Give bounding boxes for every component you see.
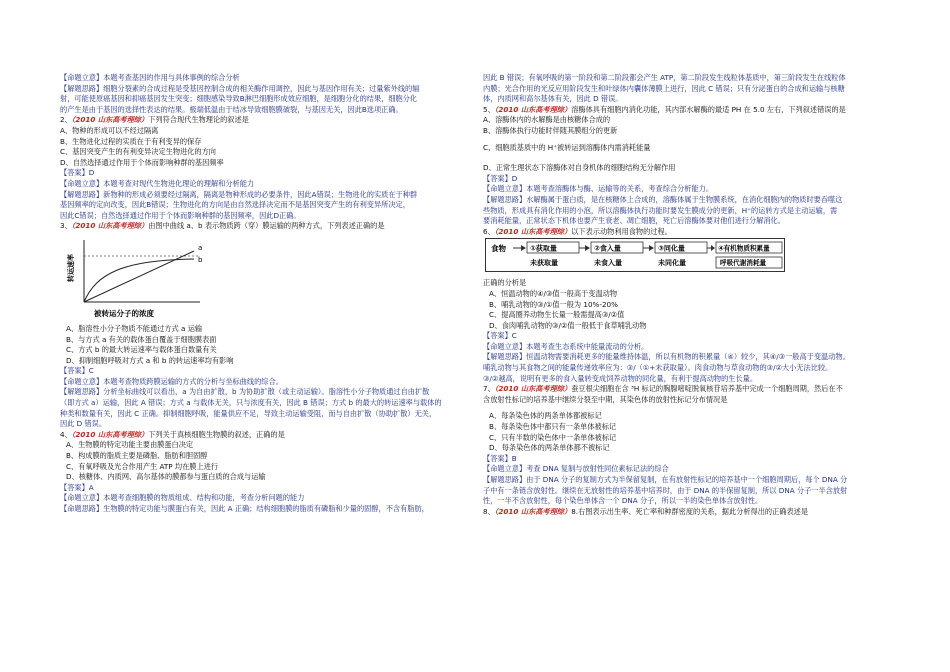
q6-intro: 正确的分析是	[483, 278, 527, 288]
flow-step1-top: ①获取量	[530, 244, 557, 253]
q6-analysis	[483, 352, 895, 384]
q7-stem	[483, 384, 895, 395]
q6-text: 以下表示动物利用食物的过程。	[571, 226, 672, 236]
q4-analysis-line: 内膜；光合作用的光反应用阶段发生和叶绿体内囊体薄膜上进行，因此 C 错误；只有分泌蛋白的合成和运输与核糖	[483, 83, 845, 93]
q5-option-c: C、细胞质基质中的 H⁺被转运到溶酶体内需消耗能量	[483, 142, 651, 152]
q2-analysis-line: 【解题思路】新物种的形成必须要经过隔离，隔离是物种形成的必要条件，因此A错误；生物进化的实质在于种群	[60, 189, 418, 199]
q3-number: 3、	[60, 221, 72, 231]
q3-option-a: A、脂溶性小分子物质不能通过方式 a 运输	[66, 323, 203, 333]
q4-option-c: C、有氧呼吸及光合作用产生 ATP 均在膜上进行	[66, 461, 219, 471]
q4-option-d: D、核糖体、内质网、高尔基体的膜都参与蛋白质的合成与运输	[66, 472, 266, 482]
flow-step4-bottom: 呼吸代谢消耗量	[720, 259, 767, 268]
left-column	[60, 73, 470, 515]
q2-analysis-line: 基因频率的定向改变，因此B错误；生物进化的方向是由自然选择决定而不是基因突变产生的有利变异所决定，	[60, 200, 410, 210]
flow-step4-top: ④有机物质积累量	[718, 244, 770, 253]
flow-step2-top: ②食入量	[594, 244, 621, 253]
q5-option-d: D、正常生理状态下溶酶体对自身机体的细胞结构无分解作用	[483, 163, 676, 173]
q2-option-a: A、物种的形成可以不经过隔离	[60, 125, 159, 135]
q8-source: （2010 山东高考理综）	[494, 506, 572, 516]
q2-basis: 【命题立意】本题考查对现代生物进化理论的理解和分析能力	[60, 178, 255, 188]
q4-text: 下列关于真核细胞生物膜的叙述，正确的是	[148, 429, 285, 439]
q7-analysis	[483, 475, 895, 507]
flow-step3-bottom: 未同化量	[658, 259, 686, 268]
q5-analysis	[483, 195, 895, 227]
q4-option-a: A、生物膜的特定功能主要由膜蛋白决定	[66, 440, 194, 450]
curve-a-label: a	[198, 243, 203, 252]
q2-analysis-line: 因此C错误；自然选择通过作用于个体而影响种群的基因频率，因此D正确。	[60, 210, 301, 220]
q2-text: 下列符合现代生物理论的叙述是	[148, 115, 249, 125]
q7-source: （2010 山东高考理综）	[494, 384, 572, 394]
q6-analysis-line: 【解题思路】恒温动物需要消耗更多的能量维持体温，所以有机物的积累量（④）较少，其④/③一般高于变温动物。	[483, 352, 850, 362]
q5-number: 5、	[483, 104, 495, 114]
q2-option-d: D、自然选择通过作用于个体而影响种群的基因频率	[60, 157, 224, 167]
q8-text: 8.右图表示出生率、死亡率和种群密度的关系，据此分析得出的正确表述是	[571, 506, 809, 516]
q1-analysis-line: 射，可能使原癌基因和抑癌基因发生突变；细胞感染导致B淋巴细胞形成效应细胞，是细胞分化的结果，细胞分化	[60, 94, 418, 104]
q3-text: 由图中曲线 a、b 表示物质跨（穿）膜运输的两种方式，下列表述正确的是	[148, 221, 385, 231]
q5-basis: 【命题立意】本题考查溶酶体与酶、运输等的关系，考查综合分析能力。	[483, 184, 714, 194]
q1-analysis-line: 【解题思路】细胞分裂素的合成过程是受基因控制合成的相关酶作用调控，因此与基因作用有关；过量紫外线的辐	[60, 83, 420, 93]
q4-stem	[60, 430, 470, 441]
q7-text-line: 蚕豆根尖细胞在含 ³H 标记的胸腺嘧啶脱氧核苷培养基中完成一个细胞周期，然后在不	[571, 384, 843, 394]
q5-analysis-line: 【解题思路】水解酶属于蛋白质，是在核糖体上合成的，溶酶体属于生物膜系统，在消化细胞内的物质时要吞噬这	[483, 194, 843, 204]
q3-option-d: D、抑制细胞呼吸对方式 a 和 b 的转运速率均有影响	[66, 355, 234, 365]
q3-source: （2010 山东高考理综）	[71, 221, 149, 231]
q7-analysis-line: 性，一半不含放射性，每个染色单体含一个 DNA 分子，所以一半的染色单体含放射性。	[483, 496, 763, 506]
q7-option-c: C、只有半数的染色体中一条单体被标记	[489, 432, 617, 442]
q2-analysis	[60, 190, 470, 222]
q5-answer: 【答案】D	[483, 173, 518, 183]
q4-analysis-line: 【命题思路】生物膜的特定功能与膜蛋白有关，因此 A 正确；结构细胞膜的脂质有磷脂和少量的固醇，不含有脂肪，	[60, 504, 429, 513]
q7-option-d: D、每条染色体的两条单体都不被标记	[489, 443, 610, 453]
q6-number: 6、	[483, 226, 495, 236]
q3-analysis-line: 【解题思路】分析坐标曲线可以看出，a 为自由扩散，b 为协助扩散（或主动运输）。脂溶性小分子物质通过自由扩散	[60, 387, 430, 397]
q4-number: 4、	[60, 429, 72, 439]
q8-stem	[483, 507, 895, 518]
q3-answer: 【答案】C	[60, 366, 94, 376]
q4-source: （2010 山东高考理综）	[71, 429, 149, 439]
flow-food: 食物	[491, 244, 506, 254]
q3-chart-ylabel: 转运速率	[67, 253, 75, 282]
curve-b	[84, 259, 194, 302]
q1-analysis	[60, 84, 470, 116]
q6-analysis-line: ③/②越高，说明有更多的食入量转变成饲养动物的同化量，有利于提高动物的生长量。	[483, 373, 758, 383]
q3-transport-chart	[62, 234, 212, 320]
q2-source: （2010 山东高考理综）	[71, 115, 149, 125]
q2-option-c: C、基因突变产生的有利变异决定生物进化的方向	[60, 147, 216, 157]
q8-number: 8、	[483, 506, 495, 516]
q7-analysis-line: 【解题思路】由于 DNA 分子的复制方式为半保留复制，在有放射性标记的培养基中一个细胞周期后，每个 DNA 分	[483, 475, 848, 484]
curve-a	[84, 251, 194, 302]
q7-analysis-line: 子中有一条链含放射性。继续在无放射性的培养基中培养时，由于 DNA 的半保留复制，所以 DNA 分子一半含放射	[483, 485, 848, 495]
q5-stem	[483, 105, 895, 116]
q5-analysis-line: 些物质，形成具有消化作用的小泡，所以溶酶体执行功能时要发生膜成分的更新，H⁺的运转方式是主动运输，需	[483, 205, 838, 215]
q7-basis: 【命题立意】考查 DNA 复制与放射性同位素标记法的综合	[483, 464, 669, 474]
q3-analysis-line: 因此 D 错误。	[60, 419, 107, 429]
flow-step1-bottom: 未获取量	[530, 259, 558, 268]
q6-stem	[483, 227, 895, 238]
q3-option-b: B、与方式 a 有关的载体蛋白覆盖于细胞膜表面	[66, 334, 217, 344]
q6-analysis-line: 哺乳动物与其食物之间的能量传递效率应为：③/（①+未获取量）。肉食动物与草食动物的③/②大小无法比较。	[483, 363, 833, 373]
q7-number: 7、	[483, 384, 495, 394]
flow-step3-top: ③同化量	[658, 244, 685, 253]
q1-analysis-line: 的产生是由于基因的选择性表达的结果。极端低温由于结冰导致细胞膜破裂，与基因无关，因此B选项正确。	[60, 104, 403, 114]
q5-analysis-line: 要消耗能量，正常状态下机体也要产生衰老、凋亡细胞，死亡后溶酶体要对他们进行分解消化。	[483, 216, 785, 226]
q5-text: 溶酶体具有细胞内消化功能，其内部水解酶的最适 PH 在 5.0 左右，下列叙述错误的是	[571, 104, 846, 114]
flow-step2-bottom: 未食入量	[594, 259, 622, 268]
q2-answer: 【答案】D	[60, 168, 95, 178]
q6-source: （2010 山东高考理综）	[494, 226, 572, 236]
q3-analysis-line: 种类和数量有关，因此 C 正确。抑制细胞呼吸，能量供应不足，导致主动运输受阻，而与自由扩散（协助扩散）无关，	[60, 408, 437, 418]
q2-stem	[60, 115, 470, 126]
q5-option-b: B、溶酶体执行功能时伴随其膜组分的更新	[483, 125, 618, 135]
q6-answer: 【答案】C	[483, 331, 517, 341]
q5-source: （2010 山东高考理综）	[494, 104, 572, 114]
q3-analysis	[60, 387, 470, 429]
q3-analysis-line: （即方式 a）运输，因此 A 错误；方式 a 与载体无关，只与浓度有关，因此 B 错误；方式 b 的最大的转运速率与载体的	[60, 398, 442, 408]
q7-option-b: B、每条染色体中都只有一条单体被标记	[489, 422, 617, 432]
q6-option-a: A、恒温动物的④/③值一般高于变温动物	[489, 288, 618, 298]
curve-b-label: b	[198, 255, 203, 264]
q6-option-c: C、提高圈养动物生长量一般需提高③/②值	[489, 310, 625, 320]
q4-option-b: B、构成膜的脂质主要是磷脂、脂肪和胆固醇	[66, 451, 208, 461]
q4-answer: 【答案】A	[60, 482, 94, 492]
q1-basis: 【命题立意】本题考查基因的作用与具体事例的综合分析	[60, 73, 240, 82]
q2-option-b: B、生物进化过程的实质在于有利变异的保存	[60, 136, 202, 146]
q3-stem	[60, 221, 470, 232]
q3-option-c: C、方式 b 的最大转运速率与载体蛋白数量有关	[66, 345, 217, 355]
q7-text-line: 含放射性标记的培养基中继续分裂至中期，其染色体的放射性标记分布情况是	[483, 394, 728, 404]
q6-option-d: D、食肉哺乳动物的③/②值一般低于食草哺乳动物	[489, 320, 647, 330]
q5-option-a: A、溶酶体内的水解酶是由核糖体合成的	[483, 115, 611, 125]
q6-option-b: B、哺乳动物的③/①值一般为 10%-20%	[489, 299, 618, 309]
q4-analysis-continued	[483, 73, 895, 105]
q4-basis: 【命题立意】本题考查细胞膜的物质组成、结构和功能，考查分析问题的能力	[60, 493, 305, 503]
q3-basis: 【命题立意】本题考查物质跨膜运输的方式的分析与坐标曲线的综合。	[60, 376, 283, 386]
q4-analysis-line: 因此 B 错误；有氧呼吸的第一阶段和第二阶段都会产生 ATP，第二阶段发生线粒体基质中，第三阶段发生在线粒体	[483, 73, 846, 82]
q6-food-flow-diagram	[485, 238, 785, 272]
q7-answer: 【答案】B	[483, 453, 517, 463]
q2-number: 2、	[60, 115, 72, 125]
q4-analysis-line: 体，内质网和高尔基体有关，因此 D 错误。	[483, 94, 623, 104]
q7-option-a: A、每条染色体的两条单体都被标记	[489, 411, 602, 421]
q3-chart-xlabel: 被转运分子的浓度	[94, 308, 154, 318]
right-column	[483, 73, 895, 517]
q6-basis: 【命题立意】本题考查生态系统中能量流动的分析。	[483, 341, 649, 351]
